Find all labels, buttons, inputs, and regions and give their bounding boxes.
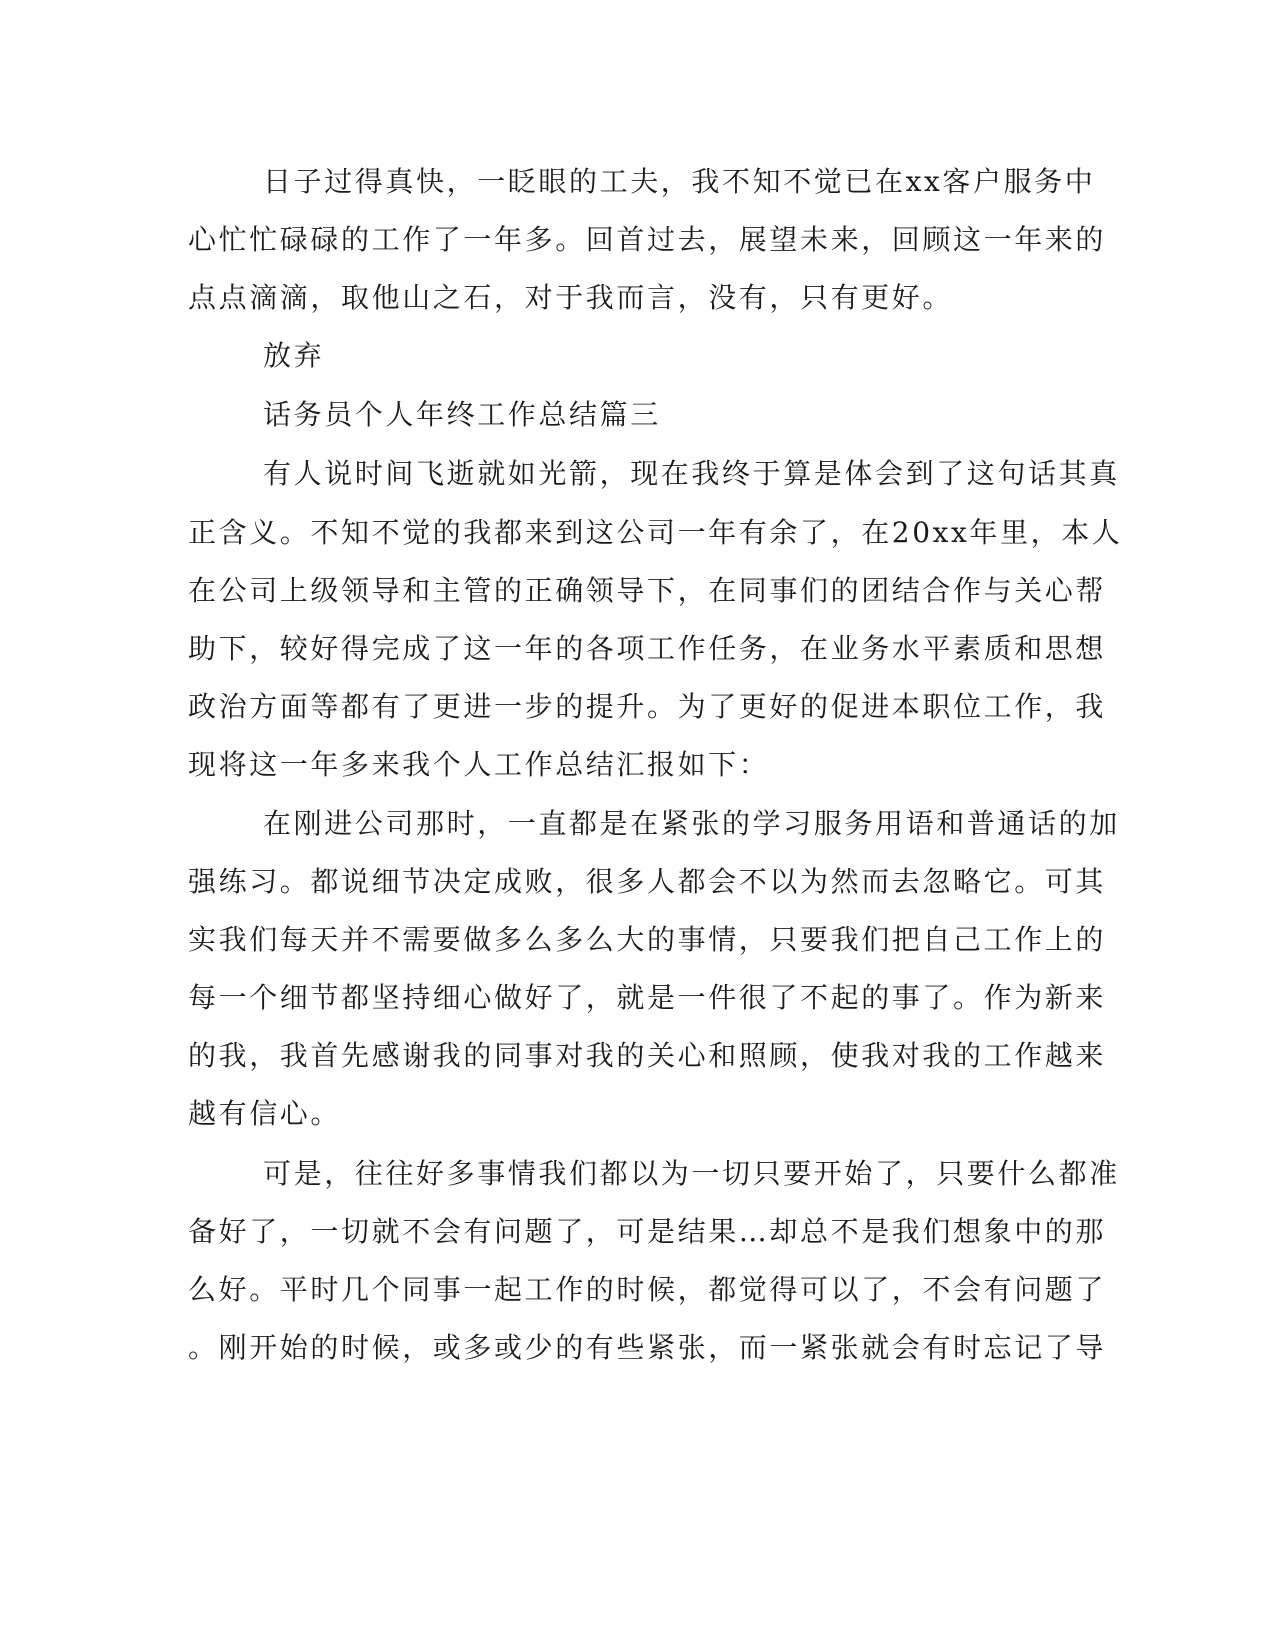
paragraph-1-line-2: 心忙忙碌碌的工作了一年多。回首过去，展望未来，回顾这一年来的 bbox=[188, 223, 1107, 256]
paragraph-3-line-3: 在公司上级领导和主管的正确领导下，在同事们的团结合作与关心帮 bbox=[188, 574, 1107, 607]
paragraph-3-line-4: 助下，较好得完成了这一年的各项工作任务，在业务水平素质和思想 bbox=[188, 632, 1107, 665]
paragraph-4-line-4: 每一个细节都坚持细心做好了，就是一件很了不起的事了。作为新来 bbox=[188, 981, 1107, 1014]
paragraph-4-line-3: 实我们每天并不需要做多么多么大的事情，只要我们把自己工作上的 bbox=[188, 923, 1107, 956]
paragraph-5-line-2: 备好了，一切就不会有问题了，可是结果…却总不是我们想象中的那 bbox=[188, 1215, 1107, 1248]
paragraph-3-line-6: 现将这一年多来我个人工作总结汇报如下： bbox=[188, 748, 770, 781]
paragraph-4-line-5: 的我，我首先感谢我的同事对我的关心和照顾，使我对我的工作越来 bbox=[188, 1039, 1107, 1072]
paragraph-1-line-1: 日子过得真快，一眨眼的工夫，我不知不觉已在xx客户服务中 bbox=[263, 165, 1096, 198]
paragraph-3-line-1: 有人说时间飞逝就如光箭，现在我终于算是体会到了这句话其真 bbox=[263, 457, 1120, 490]
section-heading: 话务员个人年终工作总结篇三 bbox=[263, 398, 661, 431]
paragraph-4-line-6: 越有信心。 bbox=[188, 1097, 342, 1130]
paragraph-5-line-4: 。刚开始的时候，或多或少的有些紧张，而一紧张就会有时忘记了导 bbox=[188, 1331, 1107, 1364]
paragraph-2-line-1: 放弃 bbox=[263, 339, 325, 372]
paragraph-3-line-2: 正含义。不知不觉的我都来到这公司一年有余了，在20xx年里，本人 bbox=[188, 516, 1123, 549]
paragraph-1-line-3: 点点滴滴，取他山之石，对于我而言，没有，只有更好。 bbox=[188, 281, 954, 314]
paragraph-3-line-5: 政治方面等都有了更进一步的提升。为了更好的促进本职位工作，我 bbox=[188, 690, 1107, 723]
paragraph-4-line-2: 强练习。都说细节决定成败，很多人都会不以为然而去忽略它。可其 bbox=[188, 865, 1107, 898]
paragraph-5-line-3: 么好。平时几个同事一起工作的时候，都觉得可以了，不会有问题了 bbox=[188, 1273, 1107, 1306]
paragraph-5-line-1: 可是，往往好多事情我们都以为一切只要开始了，只要什么都准 bbox=[263, 1157, 1120, 1190]
paragraph-4-line-1: 在刚进公司那时，一直都是在紧张的学习服务用语和普通话的加 bbox=[263, 807, 1120, 840]
